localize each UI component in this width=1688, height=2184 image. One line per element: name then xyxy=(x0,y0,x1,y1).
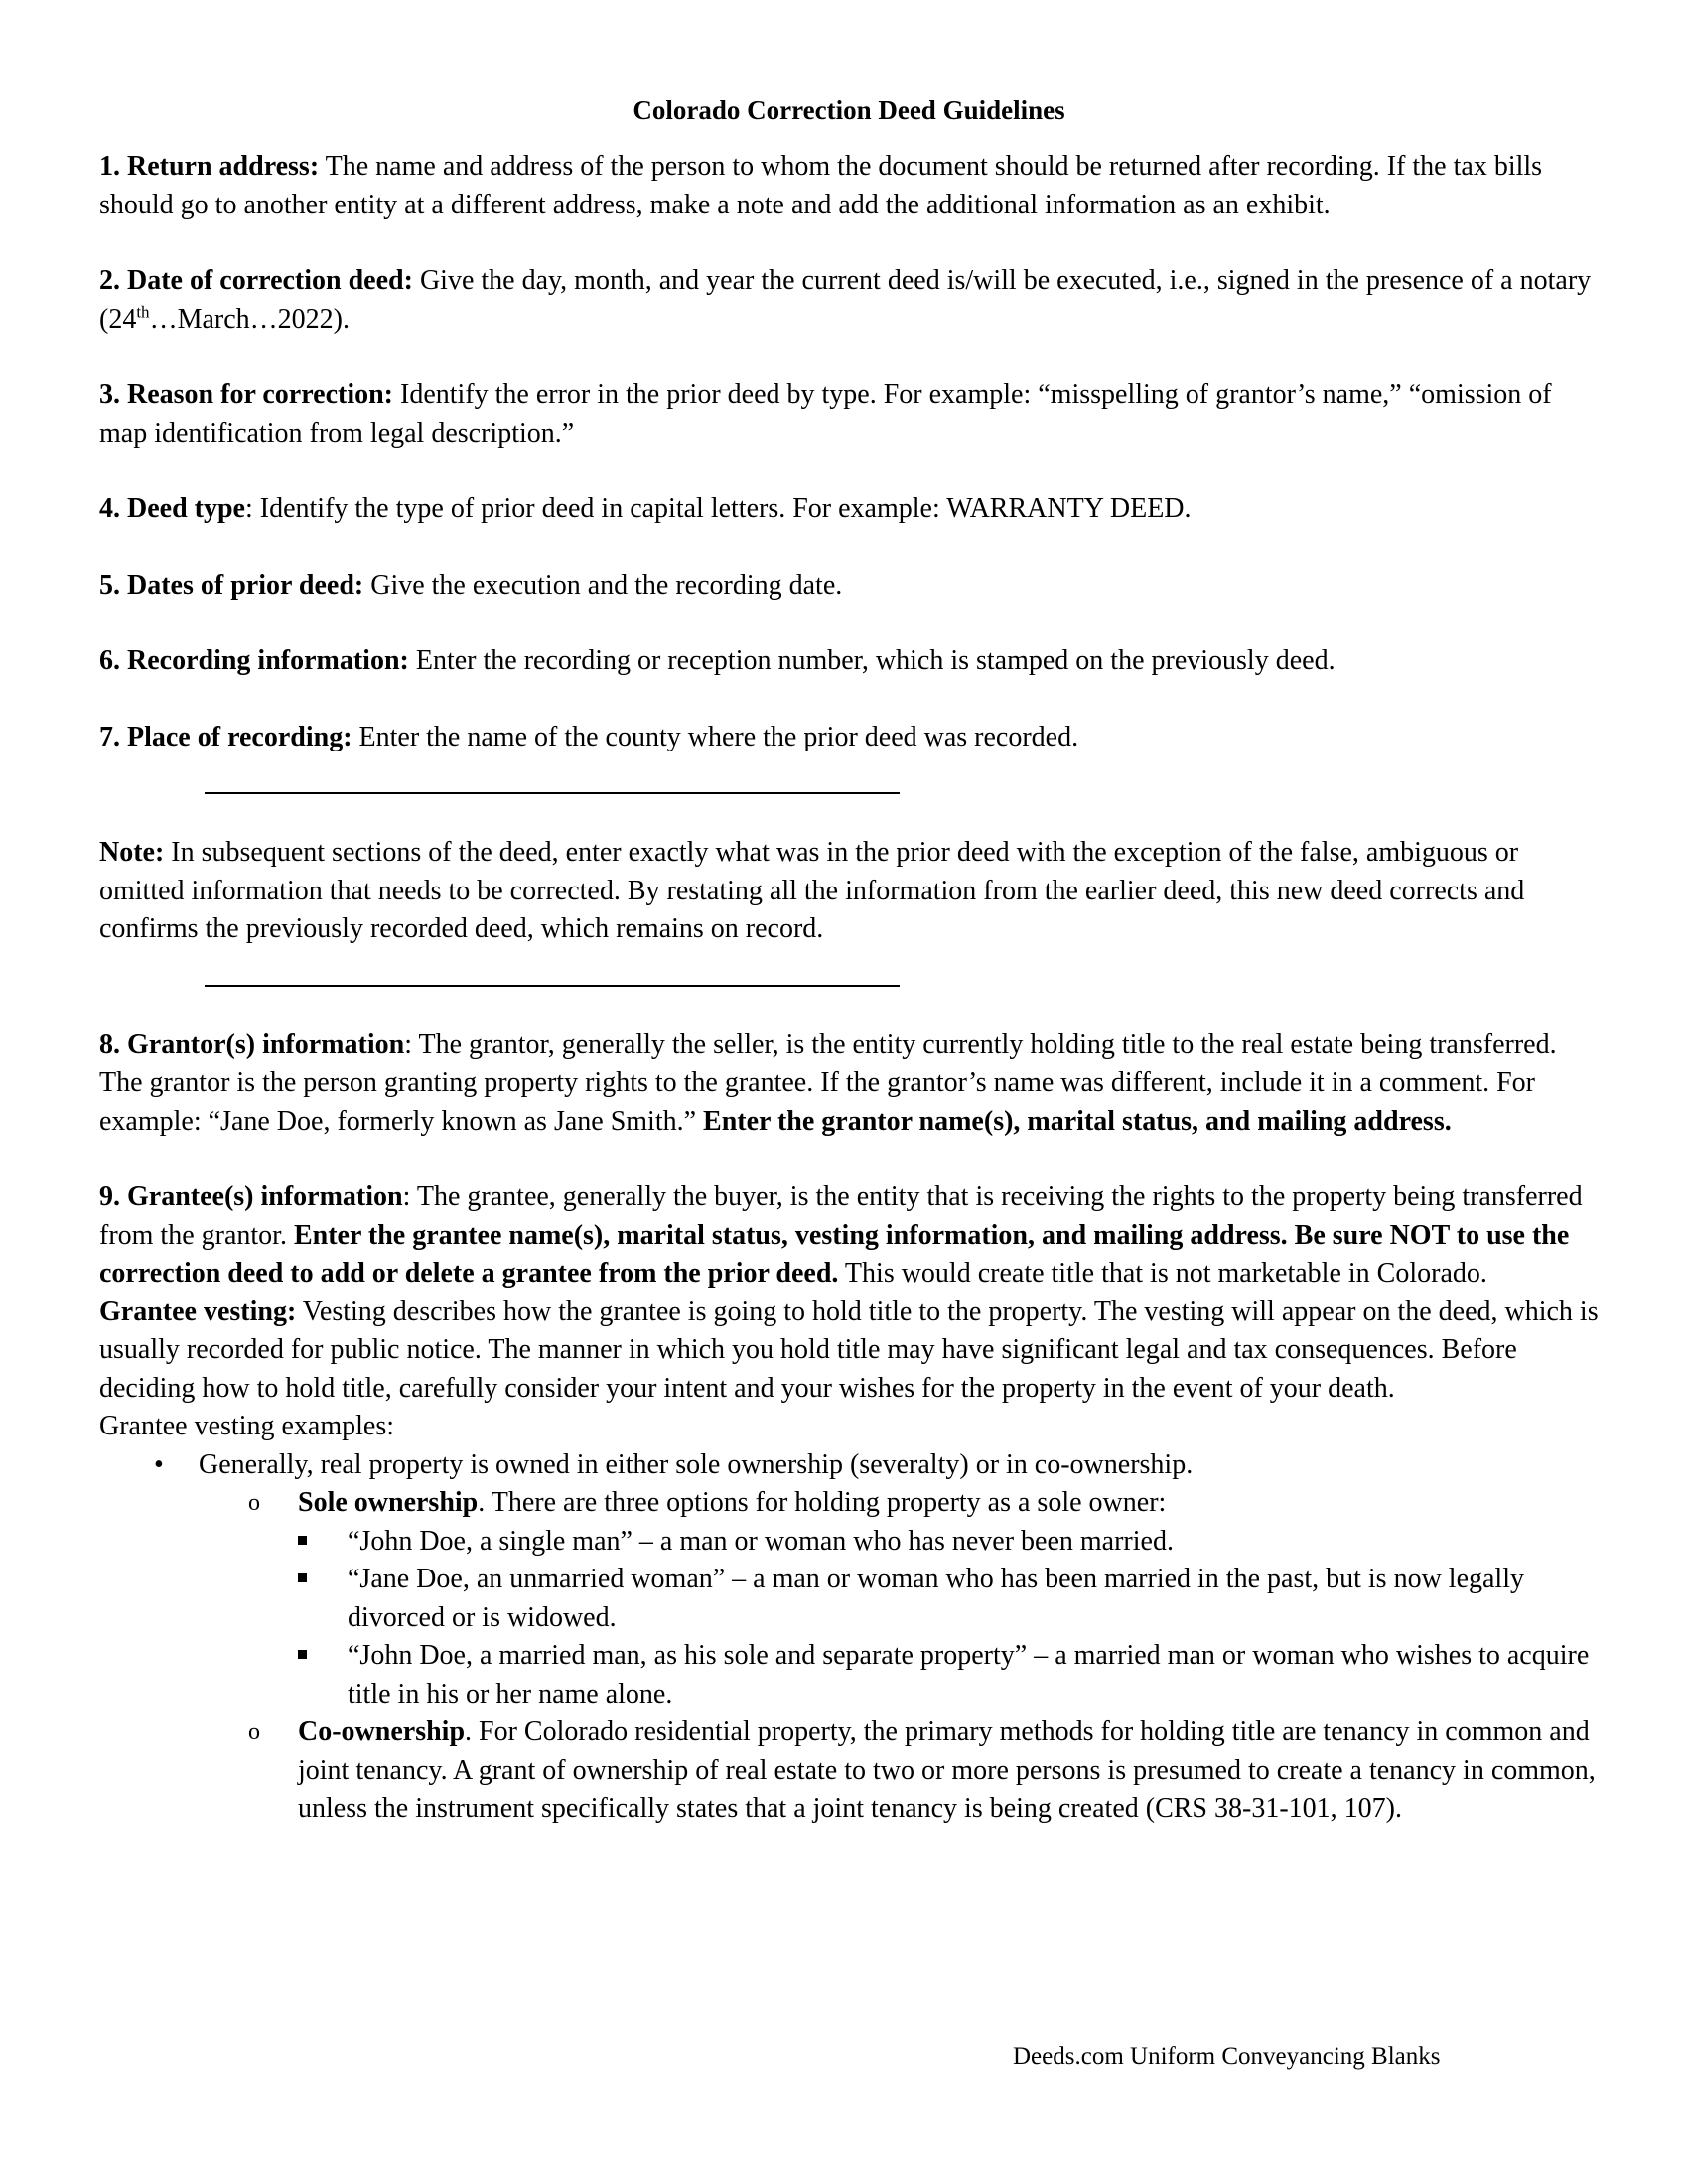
list-item-sole-ownership: o Sole ownership. There are three options for holding property as a sole owner: “John Doe, a single man” – a man or woman who has never been married. “Jane Doe, an unmarried woman” – a man or woman who has been married in the past, but is now legally divorced or is widowed. “John Doe, a married man, as his sole and separate property” – a married man or woman who wishes to acquire title in his or her name alone. xyxy=(99,1484,1599,1713)
list-item: “John Doe, a single man” – a man or woman who has never been married. xyxy=(199,1523,1599,1562)
item-return-address: 1. Return address: The name and address of the person to whom the document should be returned after recording. If the tax bills should go to another entity at a different address, make a note and add the additional information as an exhibit. xyxy=(99,151,1543,220)
page-title: Colorado Correction Deed Guidelines xyxy=(633,95,1065,125)
item-grantee-information: 9. Grantee(s) information: The grantee, generally the buyer, is the entity that is receiving the rights to the property being transferred from the grantor. Enter the grantee name(s), marital status, vesting information, and mailing address. Be sure NOT to use the correction deed to add or delete a grantee from the prior deed. This would create title that is not marketable in Colorado. xyxy=(99,1181,1583,1289)
circle-bullet-icon: o xyxy=(248,1719,260,1745)
vesting-list xyxy=(99,1446,1599,1829)
note-paragraph: Note: In subsequent sections of the deed, enter exactly what was in the prior deed with the exception of the false, ambiguous or omitted information that needs to be corrected. By restating all the information from the earlier deed, this new deed corrects and confirms the previously recorded deed, which remains on record. xyxy=(99,837,1525,944)
item-place-of-recording: 7. Place of recording: Enter the name of the county where the prior deed was recorded. xyxy=(99,721,1079,752)
list-item: “Jane Doe, an unmarried woman” – a man or woman who has been married in the past, but is now legally divorced or is widowed. xyxy=(199,1561,1599,1637)
item-dates-of-prior-deed: 5. Dates of prior deed: Give the execution and the recording date. xyxy=(99,569,843,601)
ownership-types-list xyxy=(199,1484,1599,1829)
footer-text: Deeds.com Uniform Conveyancing Blanks xyxy=(1013,2043,1441,2070)
sole-ownership-options xyxy=(199,1523,1599,1714)
list-item: “John Doe, a married man, as his sole and separate property” – a married man or woman who wishes to acquire title in his or her name alone. xyxy=(199,1637,1599,1713)
bullet-icon: • xyxy=(154,1448,164,1480)
square-bullet-icon xyxy=(298,1573,307,1582)
square-bullet-icon xyxy=(298,1650,307,1659)
divider xyxy=(205,985,900,987)
divider xyxy=(205,792,900,794)
square-bullet-icon xyxy=(298,1536,307,1545)
grantee-vesting-paragraph: Grantee vesting: Vesting describes how the grantee is going to hold title to the property. The vesting will appear on the deed, which is usually recorded for public notice. The manner in which you hold title may have significant legal and tax consequences. Before deciding how to hold title, carefully consider your intent and your wishes for the property in the event of your death. xyxy=(99,1296,1599,1404)
list-item-co-ownership: o Co-ownership. For Colorado residential property, the primary methods for holding title are tenancy in common and joint tenancy. A grant of ownership of real estate to two or more persons is presumed to create a tenancy in common, unless the instrument specifically states that a joint tenancy is being created (CRS 38-31-101, 107). xyxy=(99,1713,1599,1829)
list-item: • Generally, real property is owned in either sole ownership (severalty) or in co-ownership. o Sole ownership. There are three options for holding property as a sole owner: “John Doe, a single man” – a man or woman who has never been married. “Jane Doe, an unmarried woman” – a man or woman who has been married in the past, but is now legally divorced or is widowed. “John Doe, a married man, as his sole and separate property” – a married man or woman who wishes to acquire title in his or her name alone. o Co-ownership. For Colorado residential property, the primary methods for holding title are tenancy in common and joint tenancy. A grant of ownership of real estate to two or more persons is presumed to create a tenancy in common, unless the instrument specifically states that a joint tenancy is being created (CRS 38-31-101, 107). xyxy=(99,1446,1599,1829)
item-reason-for-correction: 3. Reason for correction: Identify the error in the prior deed by type. For example: “misspelling of grantor’s name,” “omission of map identification from legal description.” xyxy=(99,379,1552,449)
vesting-examples-heading: Grantee vesting examples: xyxy=(99,1411,395,1441)
item-grantor-information: 8. Grantor(s) information: The grantor, generally the seller, is the entity currently holding title to the real estate being transferred. The grantor is the person granting property rights to the grantee. If the grantor’s name was different, include it in a comment. For example: “Jane Doe, formerly known as Jane Smith.” Enter the grantor name(s), marital status, and mailing address. xyxy=(99,1028,1557,1137)
item-deed-type: 4. Deed type: Identify the type of prior deed in capital letters. For example: WARRANTY DEED. xyxy=(99,493,1192,524)
circle-bullet-icon: o xyxy=(248,1490,260,1516)
item-date-of-correction: 2. Date of correction deed: Give the day, month, and year the current deed is/will be executed, i.e., signed in the presence of a notary (24th…March…2022). xyxy=(99,265,1592,335)
item-recording-information: 6. Recording information: Enter the recording or reception number, which is stamped on the previously deed. xyxy=(99,645,1336,676)
document-page xyxy=(99,95,1599,1829)
